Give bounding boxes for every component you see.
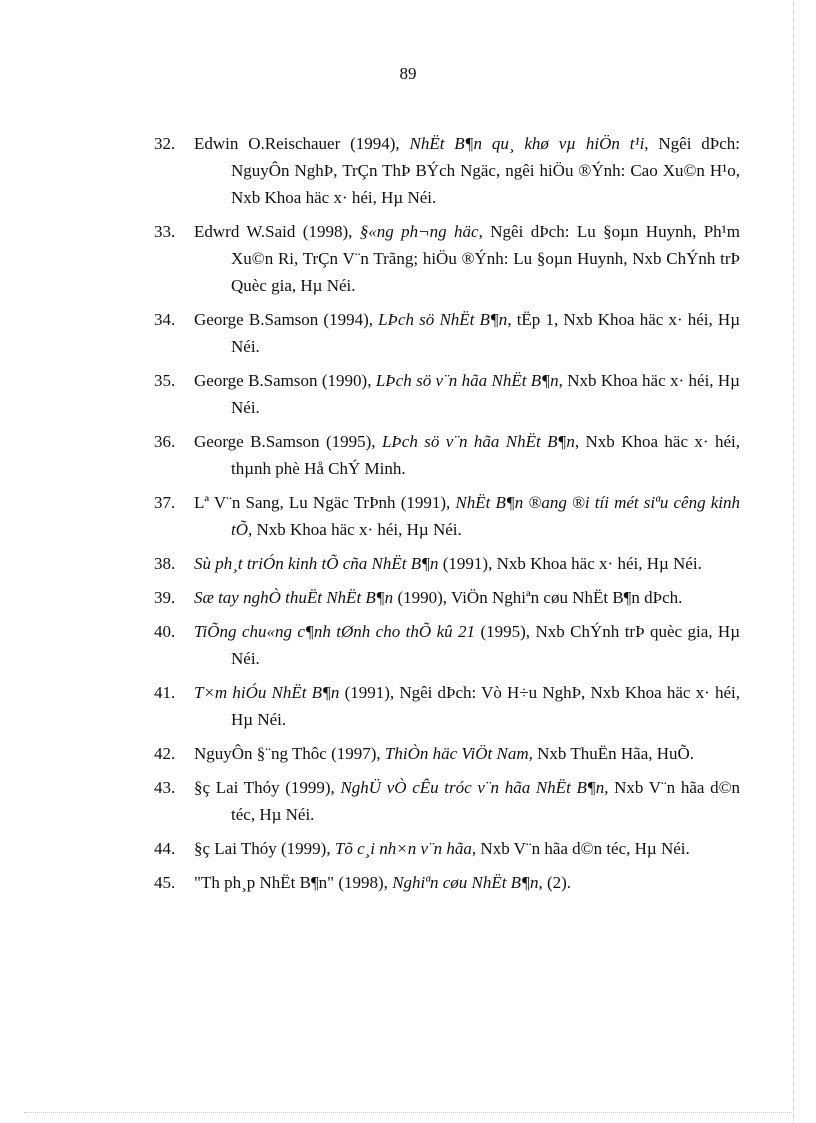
reference-title: TiÕng chu«ng c¶nh tØnh cho thÕ kû 21 [194, 622, 476, 641]
reference-item [154, 367, 740, 421]
reference-number: 44. [154, 839, 176, 858]
reference-item [154, 130, 740, 211]
reference-number: 39. [154, 588, 176, 607]
reference-prefix: §ç Lai Thóy (1999), [194, 778, 341, 797]
reference-prefix: George B.Samson (1995), [194, 432, 382, 451]
reference-title: NhËt B¶n qu¸ khø vµ hiÖn t¹i [409, 134, 645, 153]
reference-title: LÞch sö v¨n hãa NhËt B¶n [375, 371, 559, 390]
reference-number: 37. [154, 493, 176, 512]
reference-prefix: Edwin O.Reischauer (1994), [194, 134, 410, 153]
reference-item [154, 740, 740, 767]
reference-number: 34. [154, 310, 176, 329]
reference-item [154, 774, 740, 828]
page-bottom-rule [24, 1112, 792, 1113]
reference-item [154, 306, 740, 360]
reference-title: Tõ c¸i nh×n v¨n hãa [334, 839, 472, 858]
reference-prefix: NguyÔn §¨ng Thôc (1997), [194, 744, 385, 763]
reference-number: 45. [154, 873, 176, 892]
reference-number: 35. [154, 371, 176, 390]
reference-item [154, 618, 740, 672]
reference-suffix: , Nxb Khoa häc x· héi, Hµ Néi. [248, 520, 462, 539]
reference-prefix: §ç Lai Thóy (1999), [194, 839, 335, 858]
reference-suffix: , tËp 1, Nxb Khoa häc x· héi, Hµ Néi. [231, 310, 740, 356]
reference-item [154, 489, 740, 543]
reference-title: Sæ tay nghÒ thuËt NhËt B¶n [194, 588, 394, 607]
reference-list [154, 130, 740, 903]
reference-number: 41. [154, 683, 176, 702]
reference-suffix: , Nxb ThuËn Hãa, HuÕ. [528, 744, 695, 763]
reference-suffix: (1991), Nxb Khoa häc x· héi, Hµ Néi. [438, 554, 702, 573]
reference-item [154, 835, 740, 862]
reference-suffix: , Nxb V¨n hãa d©n téc, Hµ Néi. [471, 839, 690, 858]
page-right-rule [793, 0, 794, 1123]
reference-suffix: , Nxb Khoa häc x· héi, thµnh phè Hå ChÝ Minh. [231, 432, 740, 478]
reference-number: 38. [154, 554, 176, 573]
reference-suffix: (1995), Nxb ChÝnh trÞ quèc gia, Hµ Néi. [231, 622, 740, 668]
reference-item [154, 869, 740, 896]
reference-suffix: , (2). [538, 873, 572, 892]
reference-prefix: George B.Samson (1990), [194, 371, 376, 390]
reference-number: 33. [154, 222, 176, 241]
reference-suffix: , Ngêi dÞch: Lu §oµn Huynh, Ph¹m Xu©n Ri, TrÇn V¨n Trãng; hiÖu ®Ýnh: Lu §oµn Huynh, Nxb ChÝnh trÞ Quèc gia, Hµ Néi. [231, 222, 741, 295]
reference-number: 43. [154, 778, 176, 797]
reference-prefix: Edwrd W.Said (1998), [194, 222, 360, 241]
reference-item [154, 679, 740, 733]
reference-number: 36. [154, 432, 176, 451]
reference-title: §«ng ph¬ng häc [359, 222, 479, 241]
reference-item [154, 218, 740, 299]
reference-item [154, 428, 740, 482]
reference-suffix: (1991), Ngêi dÞch: Vò H÷u NghÞ, Nxb Khoa häc x· héi, Hµ Néi. [231, 683, 740, 729]
reference-suffix: (1990), ViÖn Nghiªn cøu NhËt B¶n dÞch. [393, 588, 683, 607]
reference-number: 32. [154, 134, 176, 153]
reference-item [154, 584, 740, 611]
page-number: 89 [399, 64, 417, 83]
reference-title: LÞch sö v¨n hãa NhËt B¶n [381, 432, 575, 451]
reference-title: Nghiªn cøu NhËt B¶n [392, 873, 539, 892]
reference-prefix: George B.Samson (1994), [194, 310, 379, 329]
reference-suffix: , Nxb Khoa häc x· héi, Hµ Néi. [231, 371, 740, 417]
reference-title: T×m hiÓu NhËt B¶n [194, 683, 340, 702]
reference-number: 42. [154, 744, 176, 763]
reference-title: Sù ph¸t triÓn kinh tÕ cña NhËt B¶n [194, 554, 439, 573]
reference-prefix: Lª V¨n Sang, Lu Ngäc TrÞnh (1991), [194, 493, 456, 512]
reference-title: ThiÒn häc ViÖt Nam [384, 744, 529, 763]
reference-title: NhËt B¶n ®ang ®i tíi mét siªu cêng kinh tÕ [231, 493, 740, 539]
reference-title: NghÜ vÒ cÊu tróc v¨n hãa NhËt B¶n [340, 778, 605, 797]
reference-title: LÞch sö NhËt B¶n [378, 310, 508, 329]
reference-suffix: , Nxb V¨n hãa d©n téc, Hµ Néi. [231, 778, 740, 824]
reference-suffix: , Ngêi dÞch: NguyÔn NghÞ, TrÇn ThÞ BÝch Ngäc, ngêi hiÖu ®Ýnh: Cao Xu©n H¹o, Nxb Khoa häc x· héi, Hµ Néi. [231, 134, 740, 207]
reference-number: 40. [154, 622, 176, 641]
reference-prefix: "Th ph¸p NhËt B¶n" (1998), [194, 873, 393, 892]
reference-item [154, 550, 740, 577]
